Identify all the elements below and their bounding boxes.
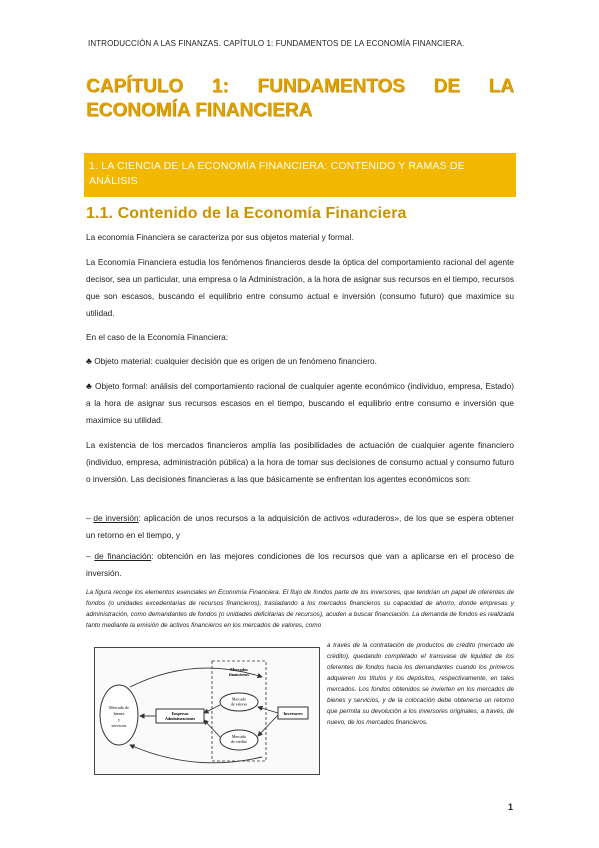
firms-label: Empresas Administraciones (165, 711, 195, 721)
title-word: LA (488, 76, 514, 97)
title-word: DE (433, 76, 460, 97)
title-word: CAPÍTULO (86, 76, 184, 97)
running-header: INTRODUCCIÓN A LAS FINANZAS. CAPÍTULO 1: FUNDAMENTOS DE LA ECONOMÍA FINANCIERA. (88, 39, 465, 48)
figure-caption-continued: a través de la contratación de productos de crédito (mercado de crédito), quedando completado el transvase de liquidez de los oferentes de fondos hacia los demandantes cuando los primeros adquieren los títulos y los depósitos, respectivamente, en tales mercados. Los fondos obtenidos se invierten en los mercados de bienes y servicios, y de la colocación debe obtenerse un retorno que permita su devolución a los inversores originales, a través, de nuevo, de los mercados financieros. (327, 642, 514, 726)
credit-market-label: Mercado de crédito (231, 734, 247, 744)
paragraph-intro: La economía Financiera se caracteriza por sus objetos material y formal. (86, 232, 354, 242)
term-inversion: de inversión (93, 513, 139, 523)
decision-financiacion: – de financiación: obtención en las mejores condiciones de los recursos que van a aplicarse en el proceso de inversión. (86, 551, 515, 578)
page-number: 1 (508, 802, 514, 812)
paragraph-definition: La Economía Financiera estudia los fenómenos financieros desde la óptica del comportamiento racional del agente decisor, sea un particular, una empresa o la Administración, a la hora de asignar sus recursos en el tiempo, recursos que son escasos, buscando el equilibrio entre consumo actual e inversión (consumo futuro) que maximice su utilidad. (86, 257, 514, 318)
title-word: 1: (211, 76, 229, 97)
paragraph-mercados: La existencia de los mercados financieros amplía las posibilidades de actuación de cualquier agente financiero (individuo, empresa, administración pública) a la hora de tomar sus decisiones de consumo actual y consumo futuro o inversión. Las decisiones financieras a las que básicamente se enfrentan los agentes económicos son: (86, 440, 514, 484)
section-banner: 1. LA CIENCIA DE LA ECONOMÍA FINANCIERA: CONTENIDO Y RAMAS DE ANÁLISIS (84, 153, 516, 197)
goods-market-label: Mercado de bienes y servicios (109, 705, 129, 728)
chapter-title-line1 (86, 75, 514, 99)
figure-caption: La figura recoge los elementos esenciales en Economía Financiera. El flujo de fondos parte de los inversores, que tendrían un papel de oferentes de fondos (o unidades excedentarias de recursos financieros), trasladando a los mercados financieros su capacidad de ahorro, donde empresas y administración, como demandantes de fondos (o unidades deficitarias de recursos), acuden a buscar financiación. La demanda de fondos es realizada tanto mediante la emisión de activos financieros en los mercados de valores, como (86, 589, 514, 629)
chapter-title (86, 75, 514, 123)
financial-markets-label: Mercados financieros (229, 667, 249, 677)
financial-flow-diagram (94, 647, 320, 775)
securities-market-label: Mercado de valores (230, 696, 248, 707)
decision-inversion: – de inversión: aplicación de unos recursos a la adquisición de activos «duraderos», de los que se espera obtener un retorno en el tiempo, y (86, 513, 514, 540)
title-word: FUNDAMENTOS (257, 76, 405, 97)
subsection-heading: 1.1. Contenido de la Economía Financiera (86, 205, 407, 222)
investors-label: Inversores (283, 711, 303, 716)
term-financiacion: de financiación (94, 551, 152, 561)
bullet-objeto-material: ♣ Objeto material: cualquier decisión que es origen de un fenómeno financiero. (86, 356, 377, 366)
bullet-objeto-formal: ♣ Objeto formal: análisis del comportamiento racional de cualquier agente económico (individuo, empresa, Estado) a la hora de asignar sus recursos escasos en el tiempo, buscando el equilibrio entre consumo e inversión que maximice su utilidad. (86, 381, 514, 425)
club-bullet-icon: ♣ (86, 356, 92, 366)
paragraph-case: En el caso de la Economía Financiera: (86, 332, 229, 342)
chapter-title-line2: ECONOMÍA FINANCIERA (86, 100, 313, 121)
club-bullet-icon: ♣ (86, 381, 93, 391)
